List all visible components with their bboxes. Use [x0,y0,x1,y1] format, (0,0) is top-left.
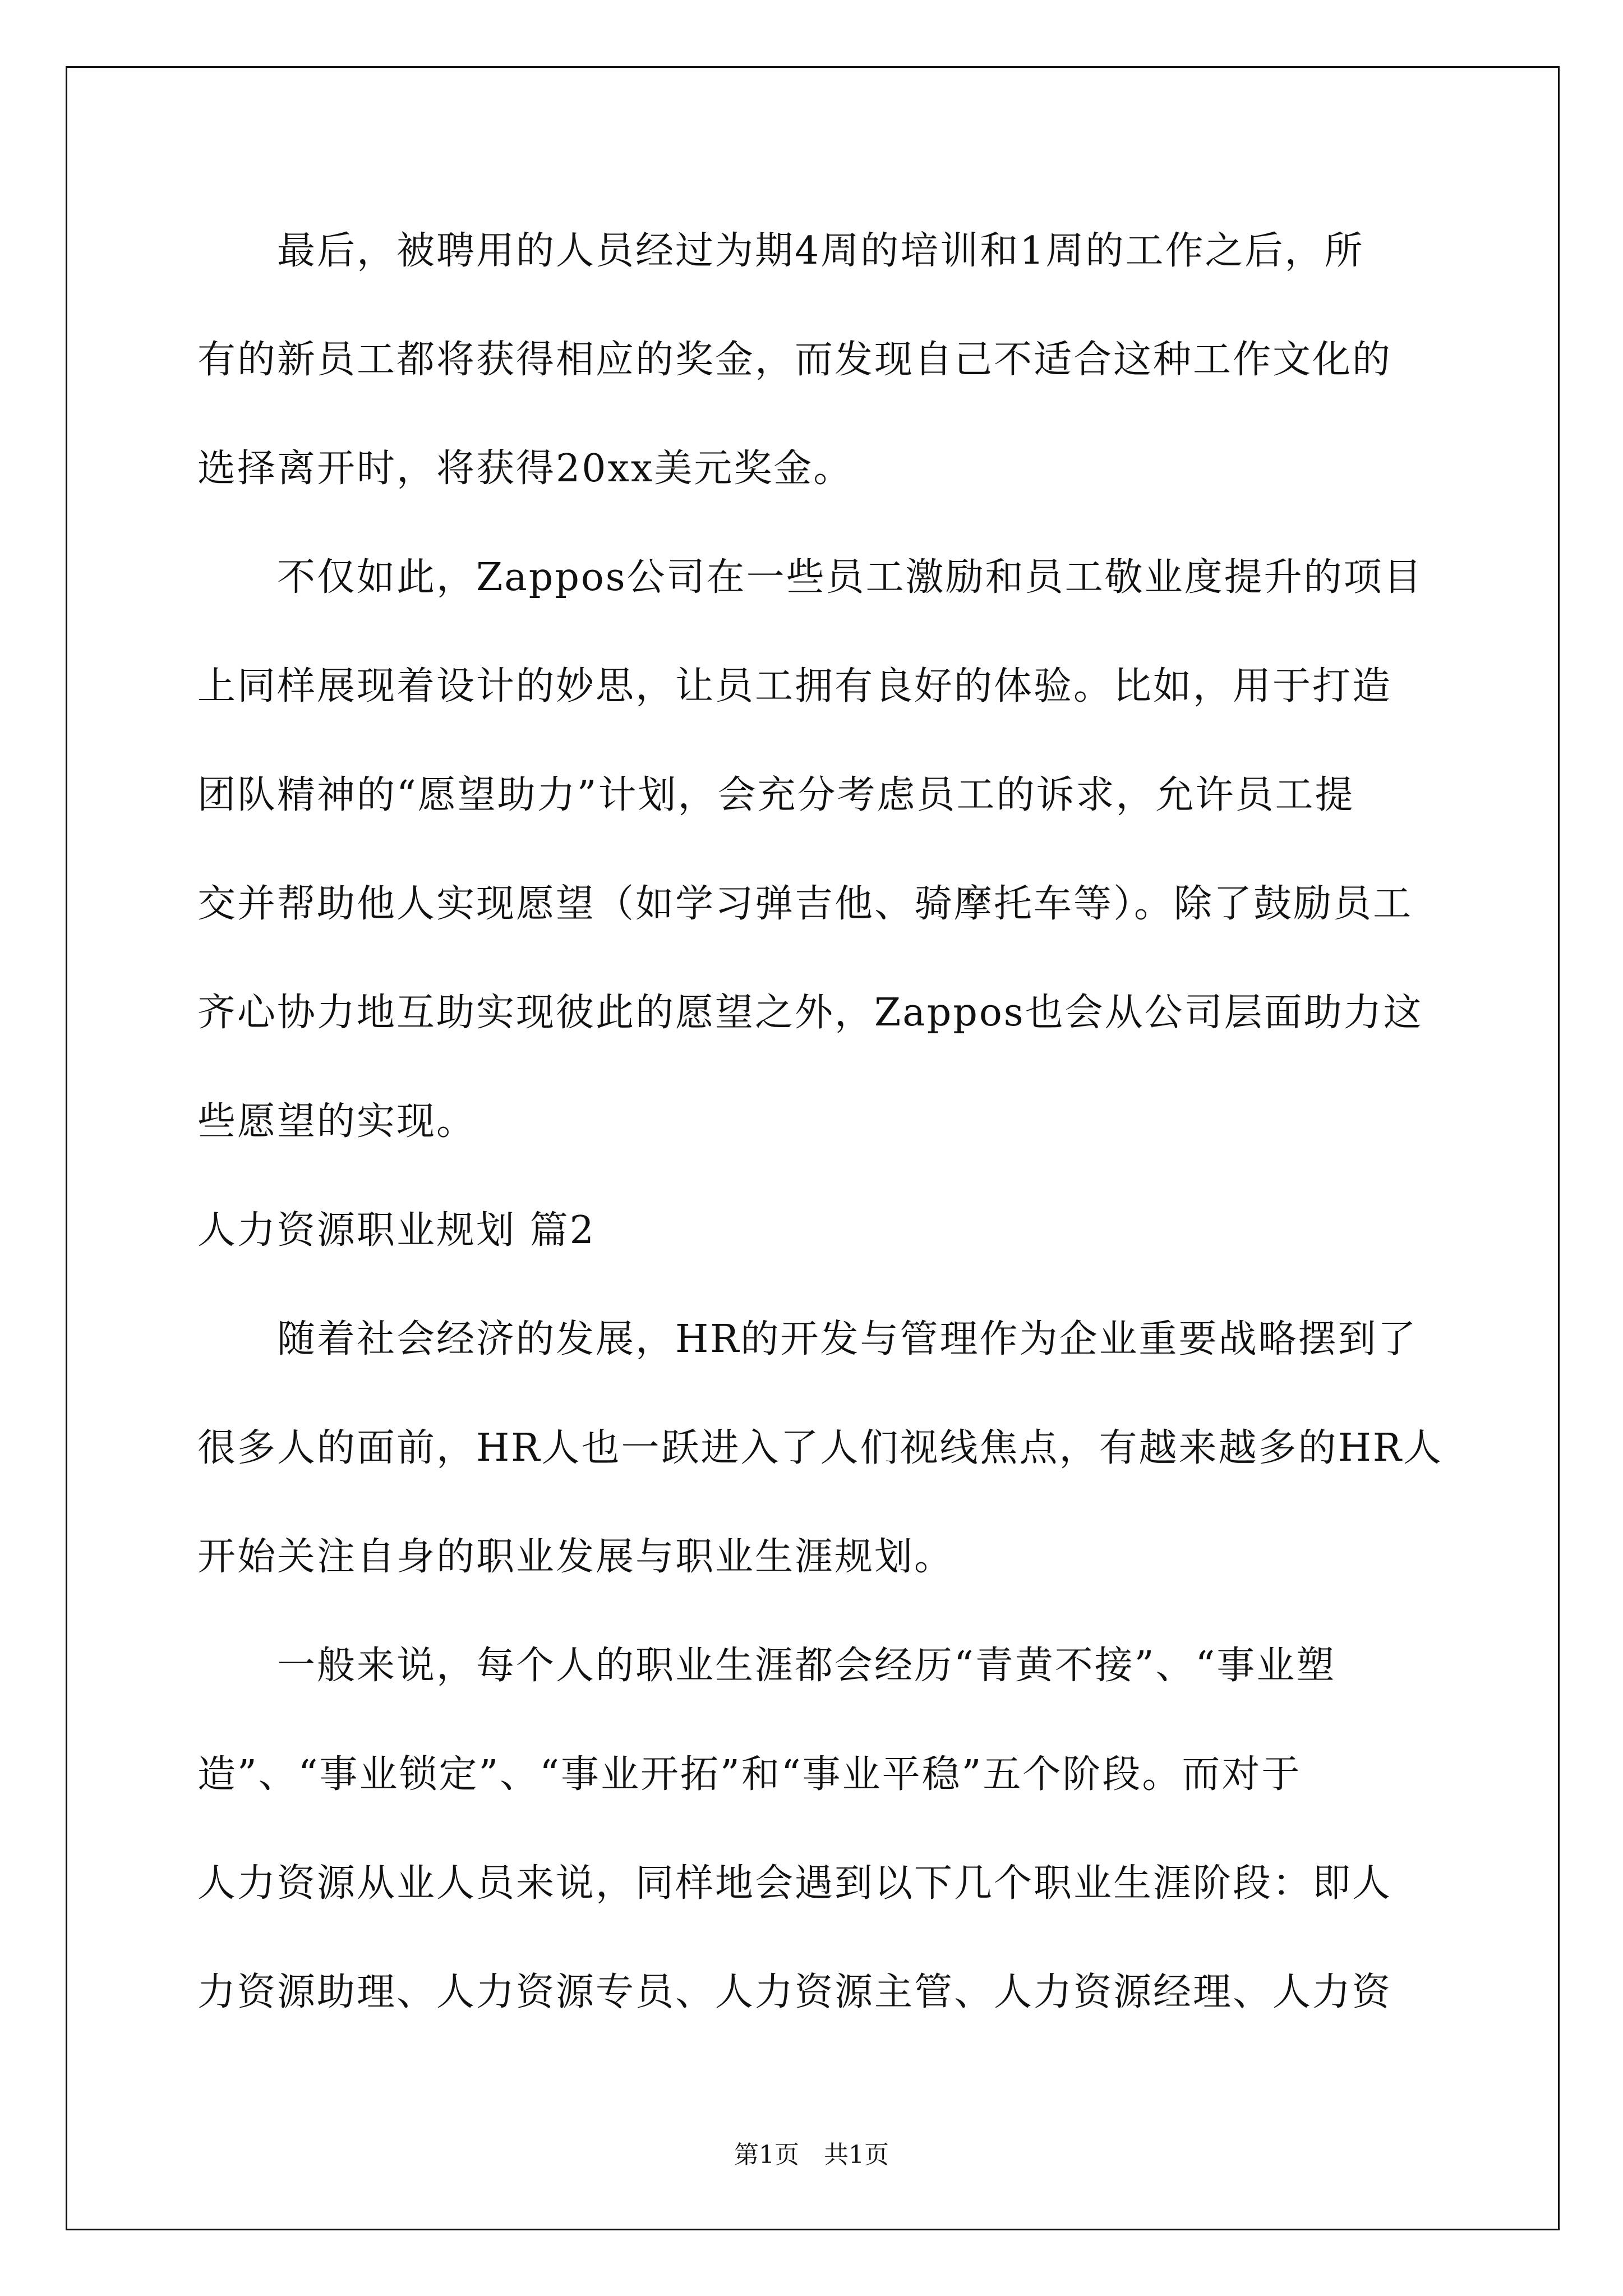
text-line: 最后，被聘用的人员经过为期4周的培训和1周的工作之后，所 [197,229,1364,273]
text-line: 交并帮助他人实现愿望（如学习弹吉他、骑摩托车等）。除了鼓励员工 [197,882,1413,926]
text-line: 些愿望的实现。 [197,1099,477,1144]
text-line: 人力资源从业人员来说，同样地会遇到以下几个职业生涯阶段：即人 [197,1861,1393,1906]
text-line: 很多人的面前，HR人也一跃进入了人们视线焦点，有越来越多的HR人 [197,1426,1444,1470]
text-line: 上同样展现着设计的妙思，让员工拥有良好的体验。比如，用于打造 [197,664,1393,708]
text-line: 不仅如此，Zappos公司在一些员工激励和员工敬业度提升的项目 [197,555,1423,600]
page-border [66,66,1560,2230]
section-heading: 人力资源职业规划 篇2 [197,1208,596,1253]
text-line: 选择离开时，将获得20xx美元奖金。 [197,447,854,491]
text-line: 造”、“事业锁定”、“事业开拓”和“事业平稳”五个阶段。而对于 [197,1752,1302,1797]
text-line: 有的新员工都将获得相应的奖金，而发现自己不适合这种工作文化的 [197,338,1393,382]
text-line: 开始关注自身的职业发展与职业生涯规划。 [197,1535,955,1579]
text-line: 随着社会经济的发展，HR的开发与管理作为企业重要战略摆到了 [197,1317,1418,1361]
page-footer: 第1页 共1页 [734,2141,889,2169]
text-line: 齐心协力地互助实现彼此的愿望之外，Zappos也会从公司层面助力这 [197,991,1423,1035]
text-line: 力资源助理、人力资源专员、人力资源主管、人力资源经理、人力资 [197,1970,1393,2014]
text-line: 团队精神的“愿望助力”计划，会充分考虑员工的诉求，允许员工提 [197,773,1355,817]
text-line: 一般来说，每个人的职业生涯都会经历“青黄不接”、“事业塑 [197,1644,1336,1688]
